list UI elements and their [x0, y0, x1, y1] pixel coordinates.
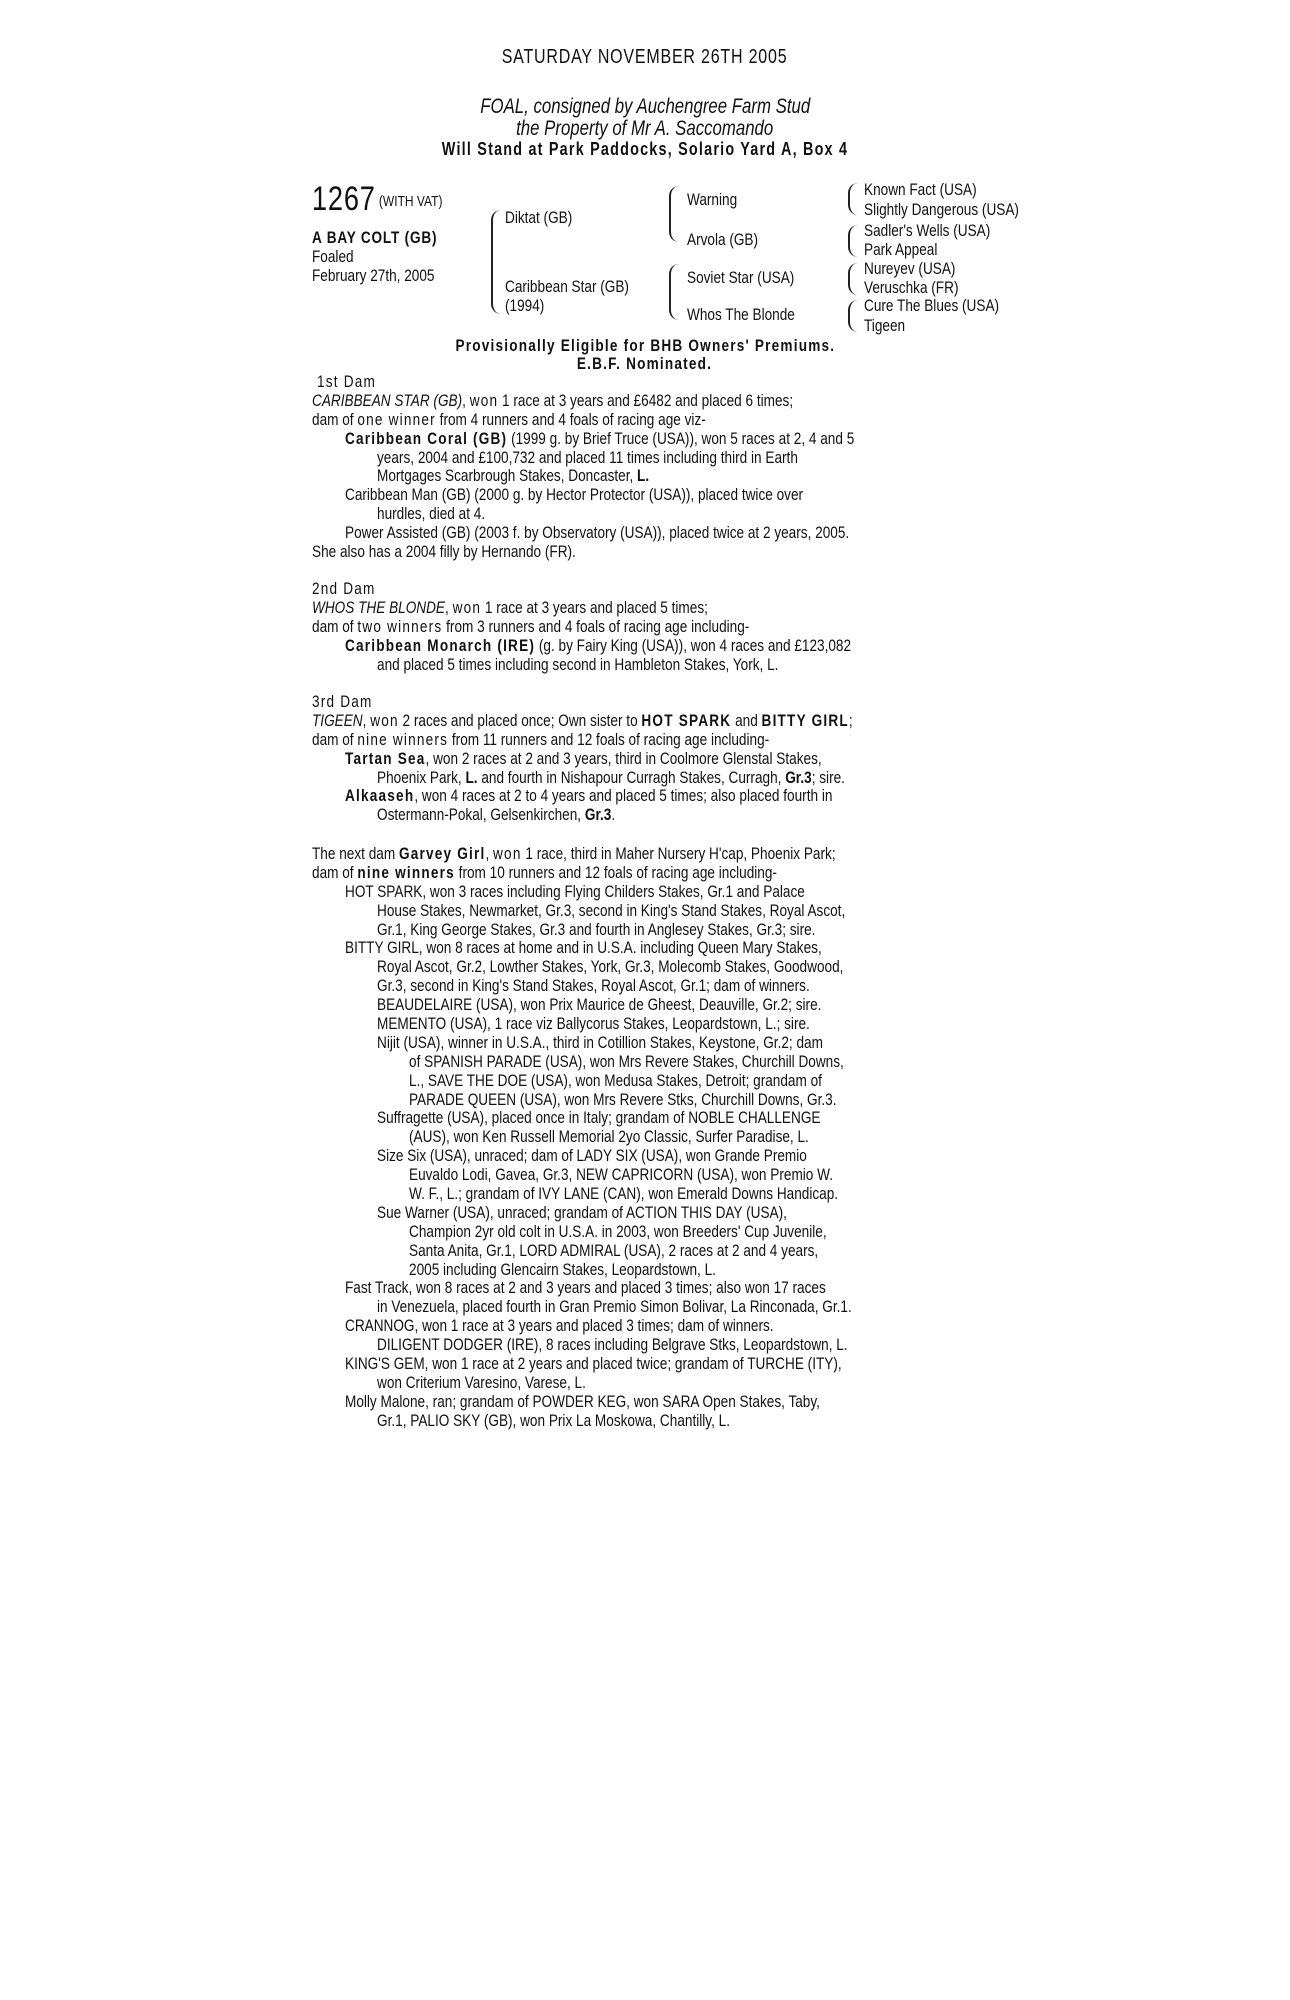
pedigree-brace-g4 [848, 300, 858, 332]
first-dam-line: Mortgages Scarbrough Stakes, Doncaster, L. [377, 466, 650, 486]
pedigree-dam: Caribbean Star (GB) [505, 277, 629, 296]
next-dam-line: Santa Anita, Gr.1, LORD ADMIRAL (USA), 2 races at 2 and 4 years, [409, 1240, 819, 1260]
next-dam-line: Molly Malone, ran; grandam of POWDER KEG, won SARA Open Stakes, Taby, [345, 1391, 820, 1411]
pedigree-g3: Sadler's Wells (USA) [864, 221, 991, 240]
pedigree-sire-sire: Warning [687, 190, 738, 209]
third-dam-line: Phoenix Park, L. and fourth in Nishapour Curragh Stakes, Curragh, Gr.3; sire. [377, 767, 845, 787]
lot-number: 1267 (WITH VAT) [312, 180, 443, 218]
pedigree-dam-sire: Soviet Star (USA) [687, 268, 795, 287]
pedigree-g2: Slightly Dangerous (USA) [864, 200, 1019, 219]
pedigree-dam-dam: Whos The Blonde [687, 305, 795, 324]
next-dam-line: CRANNOG, won 1 race at 3 years and placed 3 times; dam of winners. [345, 1316, 774, 1336]
next-dam-line: of SPANISH PARADE (USA), won Mrs Revere Stakes, Churchill Downs, [409, 1051, 844, 1071]
next-dam-line: in Venezuela, placed fourth in Gran Premio Simon Bolivar, La Rinconada, Gr.1. [377, 1297, 852, 1317]
next-dam-line: Gr.3, second in King's Stand Stakes, Royal Ascot, Gr.1; dam of winners. [377, 976, 810, 996]
next-dam-line: Royal Ascot, Gr.2, Lowther Stakes, York, Gr.3, Molecomb Stakes, Goodwood, [377, 957, 844, 977]
second-dam-line: Caribbean Monarch (IRE) (g. by Fairy King (USA)), won 4 races and £123,082 [345, 635, 852, 655]
third-dam-line: Tartan Sea, won 2 races at 2 and 3 years, third in Coolmore Glenstal Stakes, [345, 748, 822, 768]
next-dam-line: Suffragette (USA), placed once in Italy; grandam of NOBLE CHALLENGE [377, 1108, 821, 1128]
pedigree-g5: Nureyev (USA) [864, 259, 956, 278]
third-dam-line: TIGEEN, won 2 races and placed once; Own sister to HOT SPARK and BITTY GIRL; [312, 710, 853, 730]
stand-location: Will Stand at Park Paddocks, Solario Yard A, Box 4 [441, 139, 849, 159]
third-dam-line: dam of nine winners from 11 runners and 12 foals of racing age including- [312, 729, 770, 749]
third-dam-section [312, 693, 982, 825]
pedigree-g1: Known Fact (USA) [864, 180, 977, 199]
first-dam-section [312, 373, 982, 562]
pedigree-sire: Diktat (GB) [505, 208, 573, 227]
pedigree-brace-g2 [848, 225, 858, 257]
first-dam-line: dam of one winner from 4 runners and 4 foals of racing age viz- [312, 409, 706, 429]
second-dam-line: WHOS THE BLONDE, won 1 race at 3 years and placed 5 times; [312, 597, 708, 617]
first-dam-line: years, 2004 and £100,732 and placed 11 times including third in Earth [377, 447, 798, 467]
third-dam-heading: 3rd Dam [312, 692, 373, 711]
next-dam-line: MEMENTO (USA), 1 race viz Ballycorus Stakes, Leopardstown, L.; sire. [377, 1014, 810, 1034]
next-dam-line: Nijit (USA), winner in U.S.A., third in Cotillion Stakes, Keystone, Gr.2; dam [377, 1032, 823, 1052]
next-dam-line: PARADE QUEEN (USA), won Mrs Revere Stks, Churchill Downs, Gr.3. [409, 1089, 837, 1109]
next-dam-line: The next dam Garvey Girl, won 1 race, third in Maher Nursery H'cap, Phoenix Park; [312, 844, 836, 863]
pedigree-brace-g3 [848, 263, 858, 295]
sale-date: SATURDAY NOVEMBER 26TH 2005 [502, 46, 788, 68]
next-dam-line: Fast Track, won 8 races at 2 and 3 years and placed 3 times; also won 17 races [345, 1278, 826, 1298]
first-dam-line: Caribbean Man (GB) (2000 g. by Hector Protector (USA)), placed twice over [345, 485, 804, 505]
next-dam-line: Champion 2yr old colt in U.S.A. in 2003, won Breeders' Cup Juvenile, [409, 1221, 827, 1241]
pedigree-dam-year: (1994) [505, 296, 545, 315]
first-dam-line: hurdles, died at 4. [377, 504, 486, 524]
second-dam-line: dam of two winners from 3 runners and 4 foals of racing age including- [312, 616, 750, 636]
pedigree-g4: Park Appeal [864, 240, 938, 259]
next-dam-section [312, 845, 982, 1431]
foaled-date: February 27th, 2005 [312, 266, 435, 285]
pedigree-brace-sire [669, 186, 679, 242]
first-dam-line: She also has a 2004 filly by Hernando (FR). [312, 542, 576, 562]
first-dam-line: CARIBBEAN STAR (GB), won 1 race at 3 years and £6482 and placed 6 times; [312, 390, 794, 410]
second-dam-section [312, 580, 982, 674]
next-dam-line: Gr.1, PALIO SKY (GB), won Prix La Moskowa, Chantilly, L. [377, 1410, 730, 1430]
lot-description: A BAY COLT (GB) [312, 228, 438, 247]
next-dam-line: L., SAVE THE DOE (USA), won Medusa Stakes, Detroit; grandam of [409, 1070, 822, 1090]
next-dam-line: House Stakes, Newmarket, Gr.3, second in King's Stand Stakes, Royal Ascot, [377, 900, 846, 920]
next-dam-line: BEAUDELAIRE (USA), won Prix Maurice de Gheest, Deauville, Gr.2; sire. [377, 995, 822, 1015]
vat-note: (WITH VAT) [378, 193, 443, 210]
pedigree-g7: Cure The Blues (USA) [864, 296, 1000, 315]
consignor-line-2: the Property of Mr A. Saccomando [516, 117, 774, 140]
next-dam-line: Size Six (USA), unraced; dam of LADY SIX (USA), won Grande Premio [377, 1146, 807, 1166]
first-dam-line: Power Assisted (GB) (2003 f. by Observatory (USA)), placed twice at 2 years, 2005. [345, 523, 850, 543]
first-dam-line: Caribbean Coral (GB) (1999 g. by Brief Truce (USA)), won 5 races at 2, 4 and 5 [345, 428, 855, 448]
pedigree-g6: Veruschka (FR) [864, 278, 959, 297]
next-dam-line: 2005 including Glencairn Stakes, Leopardstown, L. [409, 1259, 716, 1279]
pedigree-g8: Tigeen [864, 316, 906, 335]
next-dam-line: HOT SPARK, won 3 races including Flying Childers Stakes, Gr.1 and Palace [345, 881, 805, 901]
third-dam-line: Ostermann-Pokal, Gelsenkirchen, Gr.3. [377, 805, 616, 825]
first-dam-heading: 1st Dam [317, 372, 377, 391]
next-dam-line: BITTY GIRL, won 8 races at home and in U.S.A. including Queen Mary Stakes, [345, 938, 822, 958]
next-dam-line: Sue Warner (USA), unraced; grandam of ACTION THIS DAY (USA), [377, 1202, 787, 1222]
next-dam-line: dam of nine winners from 10 runners and 12 foals of racing age including- [312, 862, 777, 882]
foaled-label: Foaled [312, 247, 354, 266]
third-dam-line: Alkaaseh, won 4 races at 2 to 4 years and placed 5 times; also placed fourth in [345, 786, 833, 806]
next-dam-line: KING'S GEM, won 1 race at 2 years and placed twice; grandam of TURCHE (ITY), [345, 1354, 842, 1374]
next-dam-line: (AUS), won Ken Russell Memorial 2yo Classic, Surfer Paradise, L. [409, 1127, 809, 1147]
pedigree-brace-main [491, 210, 501, 314]
consignor-line-1: FOAL, consigned by Auchengree Farm Stud [480, 95, 810, 118]
next-dam-line: W. F., L.; grandam of IVY LANE (CAN), won Emerald Downs Handicap. [409, 1184, 839, 1204]
pedigree-brace-dam [669, 264, 679, 320]
pedigree-sire-dam: Arvola (GB) [687, 230, 759, 249]
next-dam-line: DILIGENT DODGER (IRE), 8 races including Belgrave Stks, Leopardstown, L. [377, 1335, 848, 1355]
second-dam-heading: 2nd Dam [312, 579, 376, 598]
next-dam-line: Gr.1, King George Stakes, Gr.3 and fourth in Anglesey Stakes, Gr.3; sire. [377, 919, 816, 939]
next-dam-line: won Criterium Varesino, Varese, L. [377, 1372, 586, 1392]
eligibility-line-1: Provisionally Eligible for BHB Owners' Premiums. [455, 336, 835, 355]
next-dam-line: Euvaldo Lodi, Gavea, Gr.3, NEW CAPRICORN (USA), won Premio W. [409, 1165, 833, 1185]
second-dam-line: and placed 5 times including second in Hambleton Stakes, York, L. [377, 654, 779, 674]
eligibility-line-2: E.B.F. Nominated. [577, 354, 713, 373]
pedigree-brace-g1 [848, 183, 858, 215]
